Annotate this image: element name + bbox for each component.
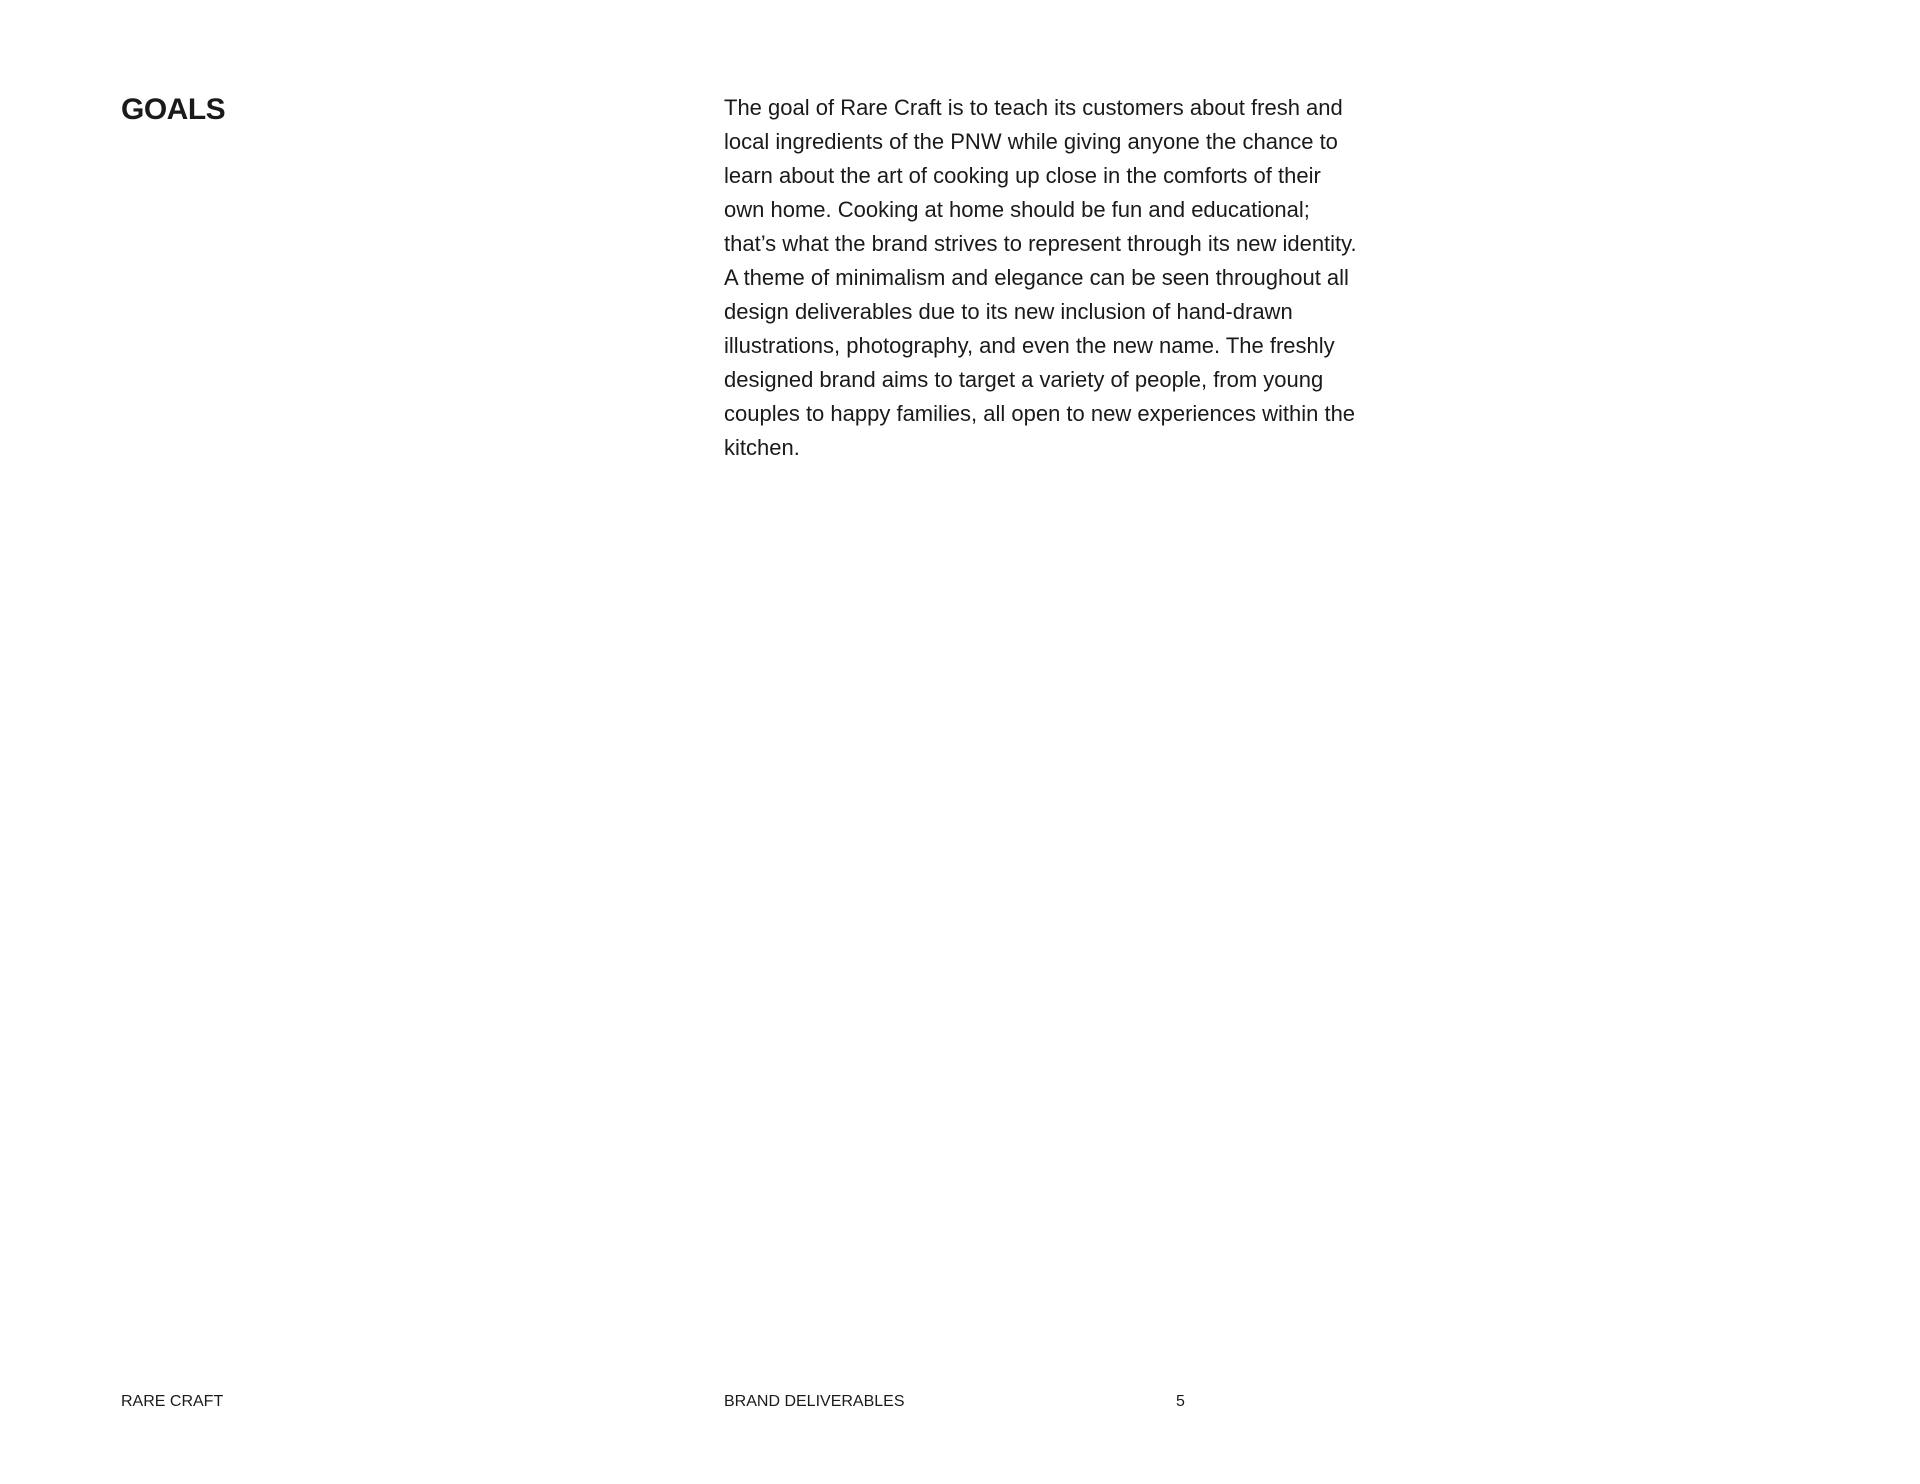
footer-brand: RARE CRAFT <box>121 1393 224 1410</box>
section-heading: GOALS <box>121 93 226 126</box>
goals-paragraph: The goal of Rare Craft is to teach its customers about fresh and local ingredients of the PNW while giving anyone the chance to learn about the art of cooking up close in the comforts of their own home. Cooking at home should be fun and educational; that’s what the brand strives to represent through its new identity. A theme of minimalism and elegance can be seen throughout all design deliverables due to its new inclusion of hand-drawn illustrations, photography, and even the new name. The freshly designed brand aims to target a variety of people, from young couples to happy families, all open to new experiences within the kitchen. <box>724 95 1357 460</box>
footer-document-title: BRAND DELIVERABLES <box>724 1393 905 1410</box>
footer-page-number: 5 <box>1176 1393 1185 1410</box>
